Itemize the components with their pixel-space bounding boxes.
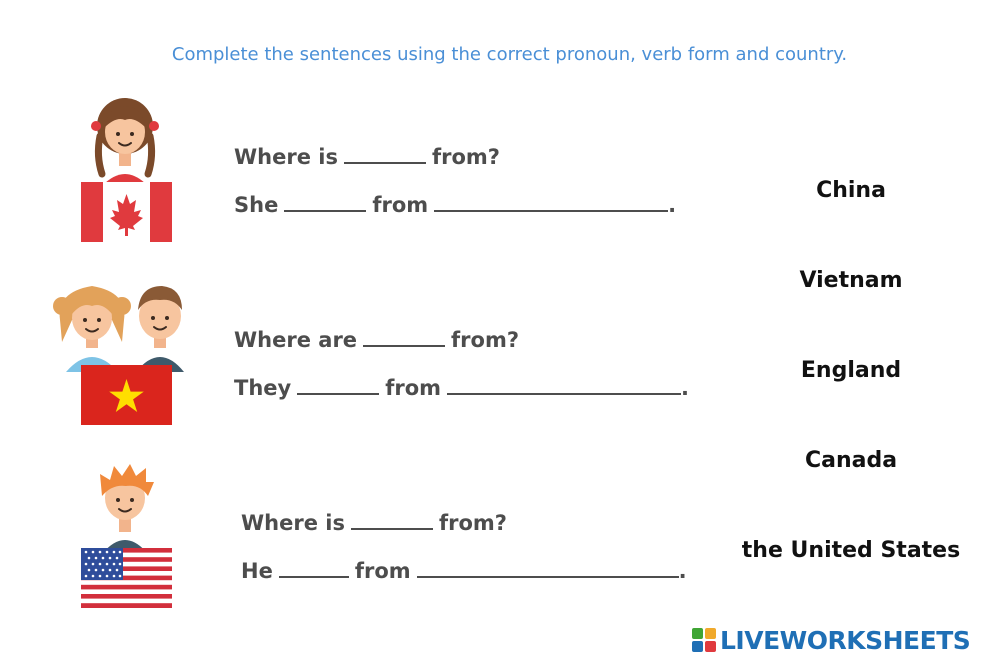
question-suffix: from? [451,328,520,352]
verb-blank-2[interactable] [297,374,379,395]
verb-blank-3[interactable] [279,557,349,578]
country-blank-1[interactable] [434,191,668,212]
question-suffix: from? [438,511,507,535]
question-1 [234,143,500,169]
canada-flag-icon [81,182,172,246]
answer-1 [234,191,676,217]
liveworksheets-logo-icon [692,628,716,652]
word-bank-canada[interactable]: Canada [804,448,898,473]
pronoun-blank-1[interactable] [344,143,426,164]
country-blank-3[interactable] [417,557,679,578]
kids-vietnam-avatar [52,280,192,376]
answer-3 [241,557,687,583]
answer-end: . [668,193,677,217]
word-bank-the-united-states[interactable]: the United States [741,538,961,563]
answer-subject: She [234,193,279,217]
answer-subject: He [241,559,273,583]
boy-usa-avatar [80,464,176,558]
question-prefix: Where is [241,511,345,535]
usa-flag-icon [81,548,172,612]
vietnam-flag-icon [81,365,172,429]
liveworksheets-brand[interactable] [692,624,970,656]
answer-middle: from [385,376,442,400]
instruction-text: Complete the sentences using the correct pronoun, verb form and country. [171,44,848,65]
answer-middle: from [372,193,429,217]
answer-middle: from [354,559,411,583]
word-bank-vietnam[interactable]: Vietnam [799,268,903,293]
question-prefix: Where are [234,328,358,352]
word-bank-england[interactable]: England [800,358,902,383]
question-suffix: from? [431,145,500,169]
pronoun-blank-3[interactable] [351,509,433,530]
answer-subject: They [234,376,292,400]
question-3 [241,509,507,535]
word-bank-china[interactable]: China [816,178,886,203]
country-blank-2[interactable] [447,374,681,395]
pronoun-blank-2[interactable] [363,326,445,347]
answer-2 [234,374,689,400]
verb-blank-1[interactable] [284,191,366,212]
brand-name: LIVEWORKSHEETS [720,625,971,655]
question-2 [234,326,519,352]
answer-end: . [678,559,687,583]
answer-end: . [681,376,690,400]
question-prefix: Where is [234,145,338,169]
